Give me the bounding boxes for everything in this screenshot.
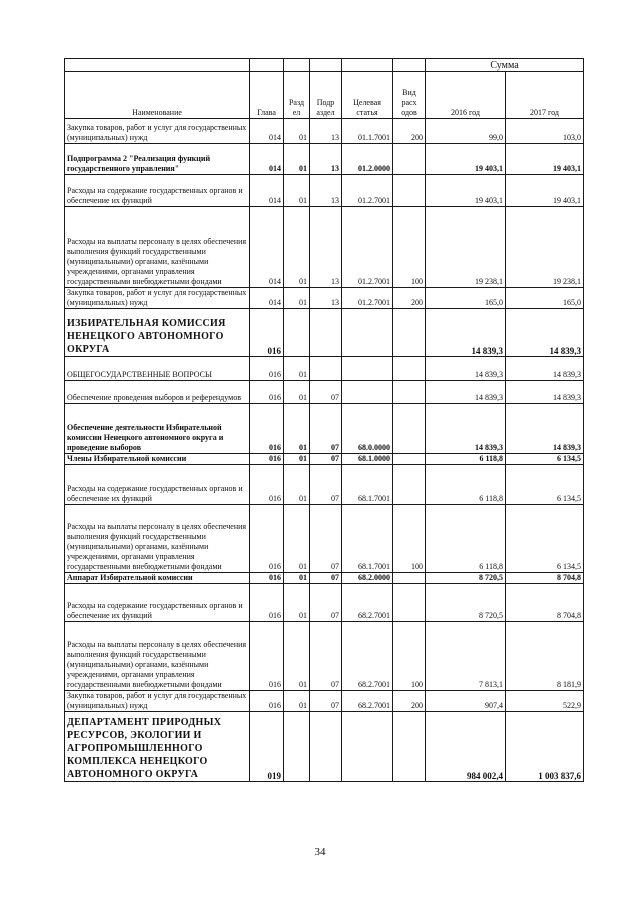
row-target-article: 01.1.7001	[342, 119, 393, 144]
row-amount-2017: 165,0	[506, 288, 584, 309]
row-name: ОБЩЕГОСУДАРСТВЕННЫЕ ВОПРОСЫ	[65, 357, 250, 381]
table-row	[65, 454, 584, 465]
table-row	[65, 207, 584, 288]
row-expense-type: 200	[393, 119, 426, 144]
header-summa: Сумма	[426, 59, 584, 72]
header-target: Целевая статья	[342, 72, 393, 119]
row-podrazdel: 07	[310, 584, 342, 622]
table-row	[65, 309, 584, 357]
row-podrazdel	[310, 357, 342, 381]
row-amount-2017: 6 134,5	[506, 454, 584, 465]
row-name: ДЕПАРТАМЕНТ ПРИРОДНЫХ РЕСУРСОВ, ЭКОЛОГИИ И АГРОПРОМЫШЛЕННОГО КОМПЛЕКСА НЕНЕЦКОГО АВТОНОМНОГО ОКРУГА	[65, 712, 250, 782]
row-podrazdel: 13	[310, 144, 342, 175]
row-glava: 016	[250, 381, 284, 404]
row-amount-2017: 19 403,1	[506, 175, 584, 207]
row-amount-2017: 14 839,3	[506, 357, 584, 381]
row-razdel: 01	[284, 381, 310, 404]
row-expense-type	[393, 144, 426, 175]
row-amount-2016: 14 839,3	[426, 381, 506, 404]
table-row	[65, 573, 584, 584]
row-razdel: 01	[284, 288, 310, 309]
row-amount-2016: 165,0	[426, 288, 506, 309]
row-amount-2017: 8 181,9	[506, 622, 584, 691]
row-target-article: 01.2.0000	[342, 144, 393, 175]
row-podrazdel: 07	[310, 622, 342, 691]
row-podrazdel: 07	[310, 454, 342, 465]
row-amount-2016: 907,4	[426, 691, 506, 712]
row-expense-type	[393, 584, 426, 622]
row-glava: 016	[250, 584, 284, 622]
row-name: Обеспечение деятельности Избирательной комиссии Ненецкого автономного округа и проведение выборов	[65, 404, 250, 454]
row-expense-type: 100	[393, 505, 426, 573]
row-amount-2016: 6 118,8	[426, 505, 506, 573]
row-amount-2016: 14 839,3	[426, 357, 506, 381]
row-glava: 016	[250, 309, 284, 357]
row-glava: 016	[250, 691, 284, 712]
row-glava: 019	[250, 712, 284, 782]
row-amount-2017: 6 134,5	[506, 465, 584, 505]
table-row	[65, 505, 584, 573]
row-name: Закупка товаров, работ и услуг для государственных (муниципальных) нужд	[65, 691, 250, 712]
table-row	[65, 622, 584, 691]
row-amount-2017: 14 839,3	[506, 381, 584, 404]
row-amount-2016: 6 118,8	[426, 465, 506, 505]
row-razdel: 01	[284, 454, 310, 465]
table-row	[65, 119, 584, 144]
row-name: Расходы на содержание государственных органов и обеспечение их функций	[65, 465, 250, 505]
row-podrazdel: 13	[310, 175, 342, 207]
row-amount-2016: 14 839,3	[426, 404, 506, 454]
row-name: Закупка товаров, работ и услуг для государственных (муниципальных) нужд	[65, 119, 250, 144]
row-name: Расходы на выплаты персоналу в целях обеспечения выполнения функций государственными (муниципальными) органами, казёнными учреждениями, органами управления государственными внебюджетными фондами	[65, 622, 250, 691]
row-glava: 016	[250, 505, 284, 573]
row-target-article: 68.0.0000	[342, 404, 393, 454]
row-name: Закупка товаров, работ и услуг для государственных (муниципальных) нужд	[65, 288, 250, 309]
row-glava: 014	[250, 175, 284, 207]
row-expense-type	[393, 712, 426, 782]
row-target-article	[342, 381, 393, 404]
header-empty-cell	[284, 59, 310, 72]
row-glava: 016	[250, 404, 284, 454]
row-expense-type	[393, 404, 426, 454]
row-razdel: 01	[284, 357, 310, 381]
row-target-article: 68.1.7001	[342, 505, 393, 573]
row-name: ИЗБИРАТЕЛЬНАЯ КОМИССИЯ НЕНЕЦКОГО АВТОНОМНОГО ОКРУГА	[65, 309, 250, 357]
row-razdel: 01	[284, 465, 310, 505]
row-target-article: 68.1.0000	[342, 454, 393, 465]
header-glava: Глава	[250, 72, 284, 119]
row-amount-2017: 6 134,5	[506, 505, 584, 573]
row-expense-type	[393, 454, 426, 465]
row-target-article	[342, 712, 393, 782]
row-glava: 014	[250, 144, 284, 175]
header-empty-cell	[342, 59, 393, 72]
row-name: Расходы на выплаты персоналу в целях обеспечения выполнения функций государственными (муниципальными) органами, казёнными учреждениями, органами управления государственными внебюджетными фондами	[65, 207, 250, 288]
row-amount-2016: 7 813,1	[426, 622, 506, 691]
table-row	[65, 357, 584, 381]
row-razdel: 01	[284, 573, 310, 584]
row-target-article: 68.2.0000	[342, 573, 393, 584]
row-razdel: 01	[284, 175, 310, 207]
row-glava: 014	[250, 207, 284, 288]
row-amount-2017: 8 704,8	[506, 584, 584, 622]
row-target-article: 68.2.7001	[342, 622, 393, 691]
row-amount-2016: 19 238,1	[426, 207, 506, 288]
row-amount-2016: 6 118,8	[426, 454, 506, 465]
table-body	[65, 119, 584, 782]
table-row	[65, 465, 584, 505]
row-expense-type	[393, 175, 426, 207]
row-razdel	[284, 309, 310, 357]
row-expense-type	[393, 465, 426, 505]
row-amount-2016: 984 002,4	[426, 712, 506, 782]
row-razdel: 01	[284, 207, 310, 288]
header-empty-cell	[65, 59, 250, 72]
row-razdel	[284, 712, 310, 782]
row-target-article	[342, 309, 393, 357]
row-amount-2017: 14 839,3	[506, 404, 584, 454]
budget-table	[64, 58, 584, 782]
row-name: Расходы на выплаты персоналу в целях обеспечения выполнения функций государственными (муниципальными) органами, казёнными учреждениями, органами управления государственными внебюджетными фондами	[65, 505, 250, 573]
row-amount-2016: 8 720,5	[426, 573, 506, 584]
row-amount-2016: 14 839,3	[426, 309, 506, 357]
row-target-article: 01.2.7001	[342, 288, 393, 309]
table-row	[65, 691, 584, 712]
header-2017: 2017 год	[506, 72, 584, 119]
row-name: Аппарат Избирательной комиссии	[65, 573, 250, 584]
row-razdel: 01	[284, 622, 310, 691]
table-row	[65, 404, 584, 454]
row-amount-2016: 19 403,1	[426, 144, 506, 175]
row-podrazdel	[310, 712, 342, 782]
row-podrazdel: 07	[310, 465, 342, 505]
row-target-article: 01.2.7001	[342, 175, 393, 207]
row-amount-2017: 1 003 837,6	[506, 712, 584, 782]
row-target-article: 68.1.7001	[342, 465, 393, 505]
row-name: Обеспечение проведения выборов и референдумов	[65, 381, 250, 404]
row-razdel: 01	[284, 584, 310, 622]
row-amount-2017: 103,0	[506, 119, 584, 144]
row-podrazdel: 07	[310, 505, 342, 573]
row-target-article: 68.2.7001	[342, 691, 393, 712]
row-razdel: 01	[284, 505, 310, 573]
row-amount-2017: 19 238,1	[506, 207, 584, 288]
row-amount-2017: 14 839,3	[506, 309, 584, 357]
row-podrazdel: 07	[310, 573, 342, 584]
header-name: Наименование	[65, 72, 250, 119]
row-expense-type: 100	[393, 622, 426, 691]
row-glava: 016	[250, 622, 284, 691]
row-podrazdel: 07	[310, 691, 342, 712]
row-razdel: 01	[284, 404, 310, 454]
row-amount-2017: 8 704,8	[506, 573, 584, 584]
header-empty-cell	[250, 59, 284, 72]
row-expense-type: 200	[393, 691, 426, 712]
row-podrazdel: 07	[310, 381, 342, 404]
row-glava: 016	[250, 454, 284, 465]
page-number: 34	[314, 846, 326, 858]
row-amount-2016: 8 720,5	[426, 584, 506, 622]
row-name: Расходы на содержание государственных органов и обеспечение их функций	[65, 584, 250, 622]
header-razdel: Разд ел	[284, 72, 310, 119]
table-row	[65, 584, 584, 622]
row-name: Расходы на содержание государственных органов и обеспечение их функций	[65, 175, 250, 207]
row-name: Члены Избирательной комиссии	[65, 454, 250, 465]
row-expense-type	[393, 357, 426, 381]
header-empty-cell	[310, 59, 342, 72]
row-expense-type	[393, 381, 426, 404]
row-expense-type: 200	[393, 288, 426, 309]
row-glava: 016	[250, 357, 284, 381]
table-row	[65, 144, 584, 175]
row-podrazdel: 07	[310, 404, 342, 454]
row-podrazdel: 13	[310, 119, 342, 144]
table-row	[65, 288, 584, 309]
row-amount-2017: 19 403,1	[506, 144, 584, 175]
row-podrazdel	[310, 309, 342, 357]
row-razdel: 01	[284, 691, 310, 712]
row-expense-type	[393, 309, 426, 357]
row-amount-2016: 99,0	[426, 119, 506, 144]
row-target-article	[342, 357, 393, 381]
row-razdel: 01	[284, 144, 310, 175]
row-glava: 014	[250, 119, 284, 144]
row-name: Подпрограмма 2 "Реализация функций государственного управления"	[65, 144, 250, 175]
row-glava: 014	[250, 288, 284, 309]
row-glava: 016	[250, 465, 284, 505]
row-podrazdel: 13	[310, 288, 342, 309]
header-podrazdel: Подр аздел	[310, 72, 342, 119]
header-2016: 2016 год	[426, 72, 506, 119]
row-amount-2017: 522,9	[506, 691, 584, 712]
table-row	[65, 381, 584, 404]
table-row	[65, 712, 584, 782]
header-vid: Вид расх одов	[393, 72, 426, 119]
row-target-article: 01.2.7001	[342, 207, 393, 288]
row-target-article: 68.2.7001	[342, 584, 393, 622]
header-empty-cell	[393, 59, 426, 72]
row-podrazdel: 13	[310, 207, 342, 288]
row-glava: 016	[250, 573, 284, 584]
row-razdel: 01	[284, 119, 310, 144]
row-amount-2016: 19 403,1	[426, 175, 506, 207]
table-header	[65, 59, 584, 119]
row-expense-type	[393, 573, 426, 584]
table-row	[65, 175, 584, 207]
row-expense-type: 100	[393, 207, 426, 288]
